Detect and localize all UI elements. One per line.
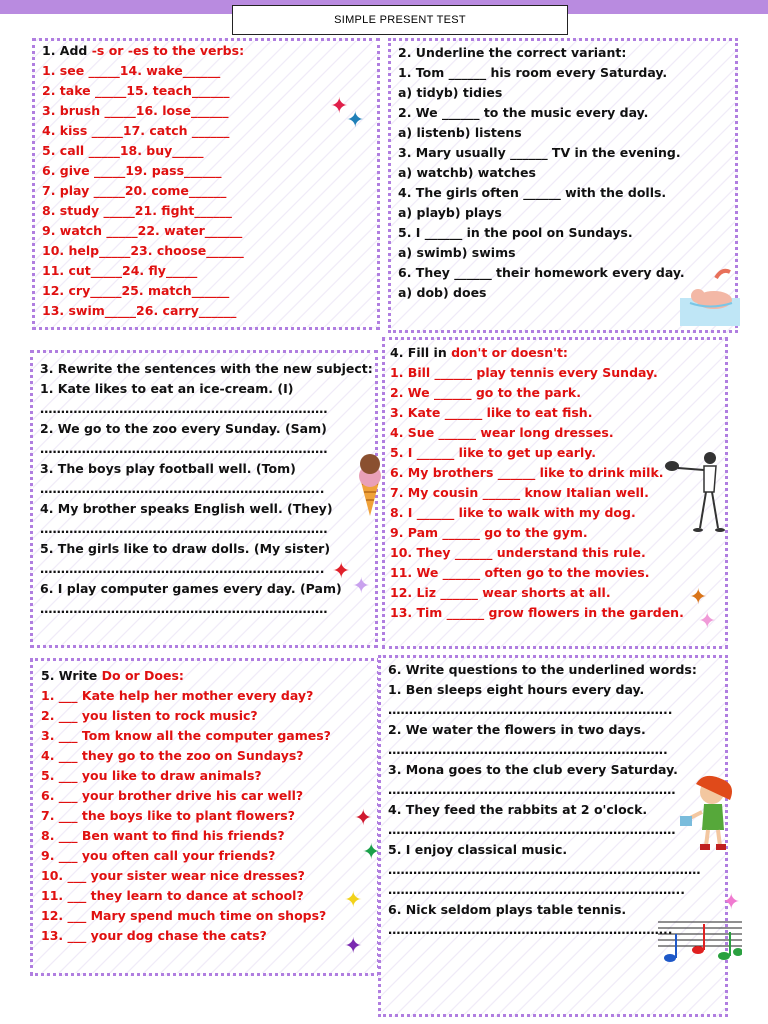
list-item: 1. Kate likes to eat an ice-cream. (I) xyxy=(40,381,294,396)
list-item: 10. They ______ understand this rule. xyxy=(390,545,646,560)
section-3-heading: 3. Rewrite the sentences with the new subject: xyxy=(40,361,373,376)
music-notes-illustration xyxy=(658,912,742,968)
list-item: 10. ___ your sister wear nice dresses? xyxy=(41,868,305,883)
list-item: a) playb) plays xyxy=(398,205,502,220)
answer-line: ………………………………………………………….. xyxy=(388,702,673,717)
tennis-player-illustration xyxy=(660,448,728,534)
list-item: 11. We ______ often go to the movies. xyxy=(390,565,650,580)
list-item: 6. I play computer games every day. (Pam) xyxy=(40,581,342,596)
list-item: 7. ___ the boys like to plant flowers? xyxy=(41,808,295,823)
answer-line: …………………………………………………………… xyxy=(40,521,328,536)
answer-line: …………………………………………………………… xyxy=(388,782,676,797)
list-item: 12. Liz ______ wear shorts at all. xyxy=(390,585,611,600)
list-item: 3. ___ Tom know all the computer games? xyxy=(41,728,331,743)
list-item: 1. Ben sleeps eight hours every day. xyxy=(388,682,645,697)
answer-line: …………………………………………………………… xyxy=(40,601,328,616)
list-item: 2. We ______ to the music every day. xyxy=(398,105,649,120)
list-item: a) watchb) watches xyxy=(398,165,536,180)
list-item: 4. The girls often ______ with the dolls. xyxy=(398,185,667,200)
list-item: 5. I ______ in the pool on Sundays. xyxy=(398,225,633,240)
list-item: 3. Mary usually ______ TV in the evening. xyxy=(398,145,681,160)
list-item: 1. see _____14. wake______ xyxy=(42,63,221,78)
page-title: SIMPLE PRESENT TEST xyxy=(232,5,568,35)
answer-line: ………………………………………………………….. xyxy=(388,922,673,937)
answer-line: …………………………………………………………….. xyxy=(388,882,685,897)
list-item: 1. Tom ______ his room every Saturday. xyxy=(398,65,668,80)
list-item: 4. My brother speaks English well. (They) xyxy=(40,501,333,516)
list-item: 13. Tim ______ grow flowers in the garden. xyxy=(390,605,684,620)
section-4-text xyxy=(390,343,684,623)
list-item: 10. help_____23. choose______ xyxy=(42,243,244,258)
section-6-heading: 6. Write questions to the underlined words: xyxy=(388,662,697,677)
list-item: 7. play _____20. come______ xyxy=(42,183,227,198)
blue-star-icon: ✦ xyxy=(346,108,365,133)
answer-line: …………………………………………………………. xyxy=(388,742,668,757)
list-item: 4. Sue ______ wear long dresses. xyxy=(390,425,614,440)
list-item: 2. We ______ go to the park. xyxy=(390,385,581,400)
swimmer-illustration xyxy=(680,258,740,328)
list-item: 12. cry_____25. match______ xyxy=(42,283,230,298)
section-1-text xyxy=(42,41,244,321)
list-item: 9. Pam ______ go to the gym. xyxy=(390,525,588,540)
list-item: a) dob) does xyxy=(398,285,487,300)
list-item: 6. give _____19. pass______ xyxy=(42,163,222,178)
yellow-star-icon: ✦ xyxy=(344,888,363,913)
answer-line: ………………………………………………………….. xyxy=(40,481,325,496)
list-item: 8. I ______ like to walk with my dog. xyxy=(390,505,636,520)
section-2-text xyxy=(398,43,685,303)
lilac-star-icon: ✦ xyxy=(352,574,371,599)
list-item: 3. The boys play football well. (Tom) xyxy=(40,461,296,476)
section-5-heading: 5. Write Do or Does: xyxy=(41,668,184,683)
list-item: a) swimb) swims xyxy=(398,245,516,260)
list-item: 9. ___ you often call your friends? xyxy=(41,848,276,863)
list-item: 8. ___ Ben want to find his friends? xyxy=(41,828,285,843)
list-item: 2. take _____15. teach______ xyxy=(42,83,230,98)
list-item: 2. ___ you listen to rock music? xyxy=(41,708,258,723)
answer-line: …………………………………………………………… xyxy=(388,822,676,837)
answer-line: …………………………………………………………… xyxy=(40,441,328,456)
answer-line: ………………………………………………………….. xyxy=(40,561,325,576)
list-item: 6. ___ your brother drive his car well? xyxy=(41,788,304,803)
answer-line: …………………………………………………………… xyxy=(40,401,328,416)
list-item: 4. They feed the rabbits at 2 o'clock. xyxy=(388,802,648,817)
list-item: 12. ___ Mary spend much time on shops? xyxy=(41,908,327,923)
pink-star-icon: ✦ xyxy=(722,890,741,915)
section-4-heading: 4. Fill in don't or doesn't: xyxy=(390,345,568,360)
list-item: 1. Bill ______ play tennis every Sunday. xyxy=(390,365,658,380)
list-item: 6. They ______ their homework every day. xyxy=(398,265,685,280)
red-star-icon: ✦ xyxy=(354,806,373,831)
list-item: 8. study _____21. fight______ xyxy=(42,203,232,218)
section-5-text xyxy=(41,666,331,946)
list-item: 6. My brothers ______ like to drink milk. xyxy=(390,465,664,480)
list-item: 1. ___ Kate help her mother every day? xyxy=(41,688,314,703)
green-star-icon: ✦ xyxy=(362,840,381,865)
red-star-icon: ✦ xyxy=(332,559,351,584)
list-item: 6. Nick seldom plays table tennis. xyxy=(388,902,627,917)
list-item: 3. brush _____16. lose______ xyxy=(42,103,229,118)
list-item: 3. Kate ______ like to eat fish. xyxy=(390,405,593,420)
list-item: a) tidyb) tidies xyxy=(398,85,503,100)
list-item: 5. I enjoy classical music. xyxy=(388,842,568,857)
list-item: 9. watch _____22. water______ xyxy=(42,223,243,238)
purple-star-icon: ✦ xyxy=(344,934,363,959)
list-item: 13. ___ your dog chase the cats? xyxy=(41,928,267,943)
section-6-text xyxy=(388,660,701,940)
list-item: 4. ___ they go to the zoo on Sundays? xyxy=(41,748,304,763)
list-item: 11. ___ they learn to dance at school? xyxy=(41,888,304,903)
answer-line: ………………………………………………………………… xyxy=(388,862,701,877)
list-item: 2. We go to the zoo every Sunday. (Sam) xyxy=(40,421,327,436)
red-star-icon: ✦ xyxy=(330,94,349,119)
orange-star-icon: ✦ xyxy=(689,585,708,610)
section-2-heading: 2. Underline the correct variant: xyxy=(398,45,627,60)
list-item: 4. kiss _____17. catch ______ xyxy=(42,123,230,138)
list-item: a) listenb) listens xyxy=(398,125,522,140)
ice-cream-illustration xyxy=(350,450,390,518)
section-1-heading: 1. Add -s or -es to the verbs: xyxy=(42,43,245,58)
section-3-text xyxy=(40,359,373,619)
list-item: 11. cut_____24. fly_____ xyxy=(42,263,198,278)
list-item: 2. We water the flowers in two days. xyxy=(388,722,646,737)
pink-star-icon: ✦ xyxy=(698,609,717,634)
girl-watering-illustration xyxy=(676,774,740,852)
list-item: 7. My cousin ______ know Italian well. xyxy=(390,485,649,500)
list-item: 3. Mona goes to the club every Saturday. xyxy=(388,762,678,777)
list-item: 13. swim_____26. carry______ xyxy=(42,303,237,318)
list-item: 5. I ______ like to get up early. xyxy=(390,445,597,460)
list-item: 5. The girls like to draw dolls. (My sister) xyxy=(40,541,331,556)
list-item: 5. ___ you like to draw animals? xyxy=(41,768,262,783)
list-item: 5. call _____18. buy_____ xyxy=(42,143,204,158)
